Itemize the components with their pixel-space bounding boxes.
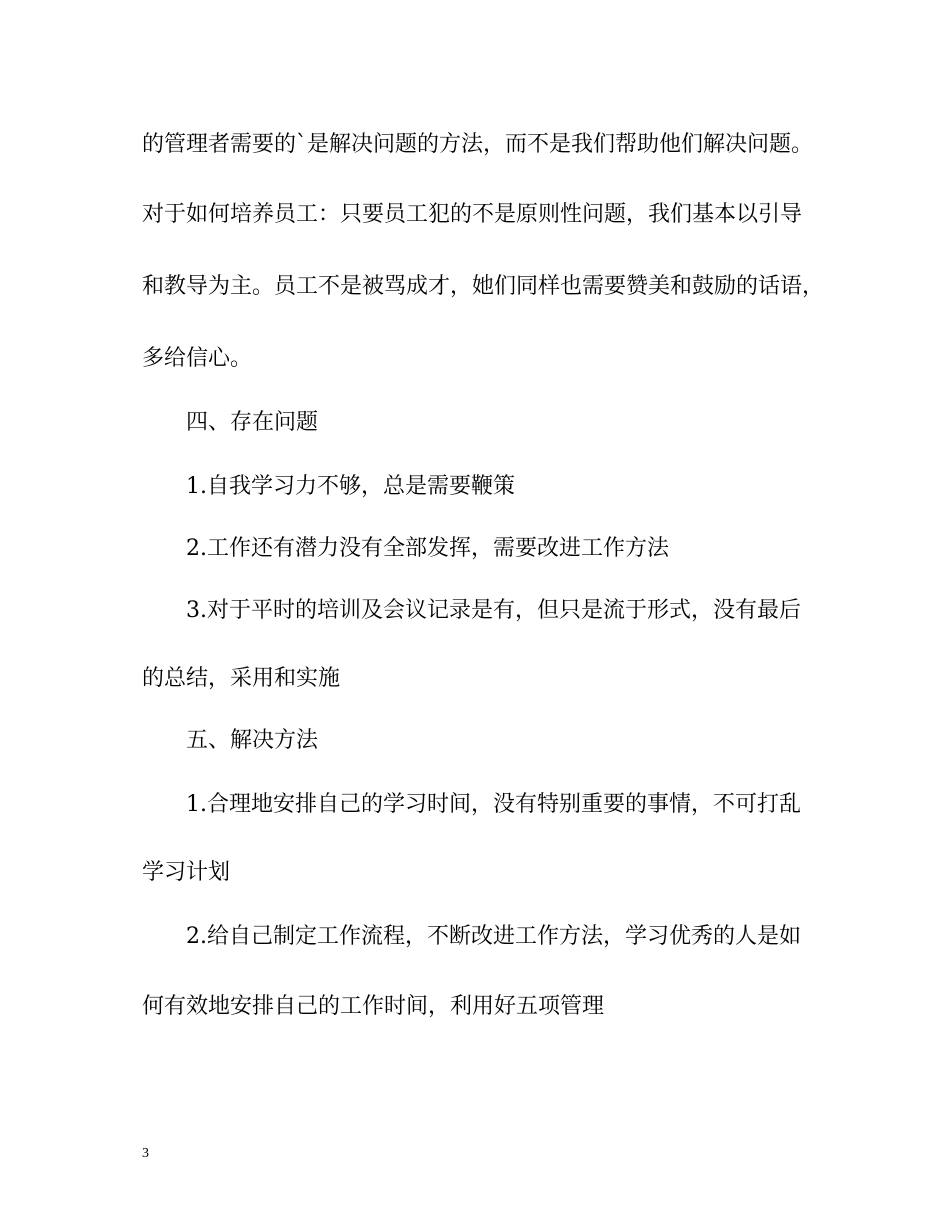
paragraph-line: 的管理者需要的`是解决问题的方法，而不是我们帮助他们解决问题。 bbox=[142, 132, 814, 157]
list-item: 1.合理地安排自己的学习时间，没有特别重要的事情，不可打乱 bbox=[186, 792, 801, 817]
list-item: 2.给自己制定工作流程，不断改进工作方法，学习优秀的人是如 bbox=[186, 924, 801, 949]
section-heading: 五、解决方法 bbox=[186, 728, 319, 753]
list-item: 2.工作还有潜力没有全部发挥，需要改进工作方法 bbox=[186, 536, 669, 561]
paragraph-line: 对于如何培养员工：只要员工犯的不是原则性问题，我们基本以引导 bbox=[142, 202, 803, 227]
list-item-continuation: 何有效地安排自己的工作时间，利用好五项管理 bbox=[142, 994, 605, 1019]
page-number: 3 bbox=[142, 1146, 149, 1161]
list-item-continuation: 学习计划 bbox=[142, 860, 231, 885]
list-item: 3.对于平时的培训及会议记录是有，但只是流于形式，没有最后 bbox=[186, 598, 801, 623]
list-item-continuation: 的总结，采用和实施 bbox=[142, 666, 341, 691]
section-heading: 四、存在问题 bbox=[186, 410, 319, 435]
paragraph-line: 和教导为主。员工不是被骂成才，她们同样也需要赞美和鼓励的话语， bbox=[142, 274, 825, 299]
paragraph-line: 多给信心。 bbox=[142, 346, 253, 371]
list-item: 1.自我学习力不够，总是需要鞭策 bbox=[186, 474, 515, 499]
